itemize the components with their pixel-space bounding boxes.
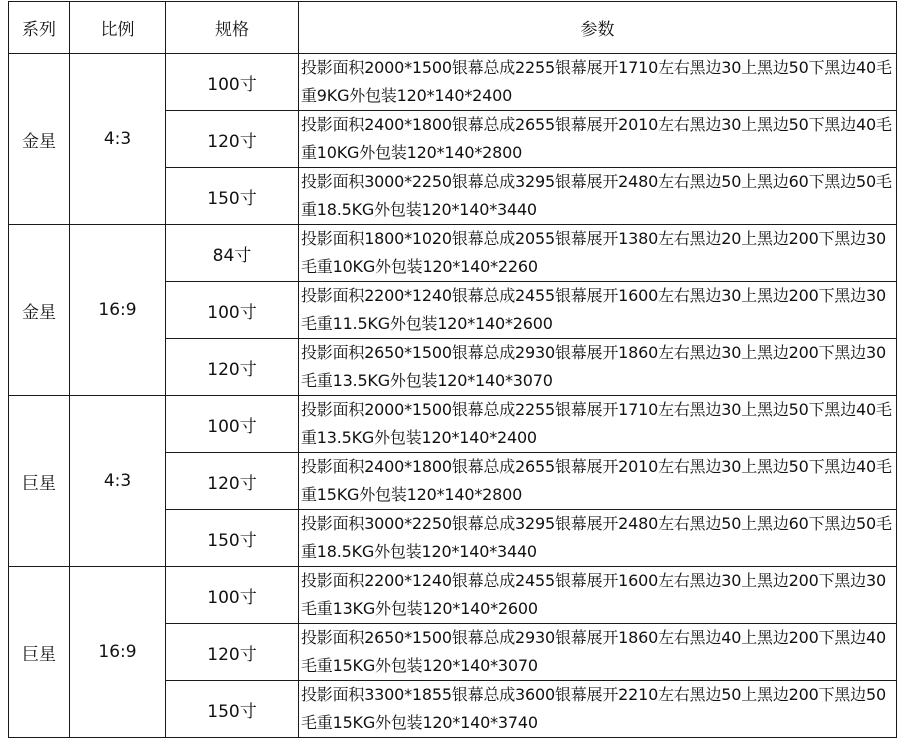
params-cell: 投影面积2200*1240银幕总成2455银幕展开1600左右黑边30上黑边200下黑边30毛重11.5KG外包装120*140*2600 <box>299 282 897 339</box>
params-cell: 投影面积2400*1800银幕总成2655银幕展开2010左右黑边30上黑边50下黑边40毛重10KG外包装120*140*2800 <box>299 111 897 168</box>
size-cell: 100寸 <box>166 282 299 339</box>
series-cell: 巨星 <box>9 567 70 738</box>
ratio-cell: 16:9 <box>70 225 166 396</box>
params-cell: 投影面积3300*1855银幕总成3600银幕展开2210左右黑边50上黑边200下黑边50毛重15KG外包装120*140*3740 <box>299 681 897 738</box>
size-cell: 100寸 <box>166 396 299 453</box>
size-cell: 120寸 <box>166 453 299 510</box>
size-cell: 120寸 <box>166 339 299 396</box>
params-cell: 投影面积2000*1500银幕总成2255银幕展开1710左右黑边30上黑边50下黑边40毛重13.5KG外包装120*140*2400 <box>299 396 897 453</box>
table-row <box>9 225 897 282</box>
size-cell: 150寸 <box>166 168 299 225</box>
spec-table <box>8 1 897 738</box>
params-cell: 投影面积2200*1240银幕总成2455银幕展开1600左右黑边30上黑边200下黑边30毛重13KG外包装120*140*2600 <box>299 567 897 624</box>
table-row <box>9 54 897 111</box>
table-row <box>9 567 897 624</box>
header-ratio: 比例 <box>70 2 166 54</box>
params-cell: 投影面积2400*1800银幕总成2655银幕展开2010左右黑边30上黑边50下黑边40毛重15KG外包装120*140*2800 <box>299 453 897 510</box>
size-cell: 120寸 <box>166 111 299 168</box>
ratio-cell: 16:9 <box>70 567 166 738</box>
size-cell: 100寸 <box>166 54 299 111</box>
header-params: 参数 <box>299 2 897 54</box>
size-cell: 150寸 <box>166 510 299 567</box>
header-series: 系列 <box>9 2 70 54</box>
series-cell: 巨星 <box>9 396 70 567</box>
size-cell: 150寸 <box>166 681 299 738</box>
series-cell: 金星 <box>9 225 70 396</box>
table-row <box>9 396 897 453</box>
size-cell: 84寸 <box>166 225 299 282</box>
header-size: 规格 <box>166 2 299 54</box>
series-cell: 金星 <box>9 54 70 225</box>
params-cell: 投影面积3000*2250银幕总成3295银幕展开2480左右黑边50上黑边60下黑边50毛重18.5KG外包装120*140*3440 <box>299 510 897 567</box>
params-cell: 投影面积2000*1500银幕总成2255银幕展开1710左右黑边30上黑边50下黑边40毛重9KG外包装120*140*2400 <box>299 54 897 111</box>
params-cell: 投影面积3000*2250银幕总成3295银幕展开2480左右黑边50上黑边60下黑边50毛重18.5KG外包装120*140*3440 <box>299 168 897 225</box>
header-row <box>9 2 897 54</box>
params-cell: 投影面积1800*1020银幕总成2055银幕展开1380左右黑边20上黑边200下黑边30毛重10KG外包装120*140*2260 <box>299 225 897 282</box>
size-cell: 120寸 <box>166 624 299 681</box>
ratio-cell: 4:3 <box>70 54 166 225</box>
size-cell: 100寸 <box>166 567 299 624</box>
ratio-cell: 4:3 <box>70 396 166 567</box>
params-cell: 投影面积2650*1500银幕总成2930银幕展开1860左右黑边40上黑边200下黑边40毛重15KG外包装120*140*3070 <box>299 624 897 681</box>
params-cell: 投影面积2650*1500银幕总成2930银幕展开1860左右黑边30上黑边200下黑边30毛重13.5KG外包装120*140*3070 <box>299 339 897 396</box>
